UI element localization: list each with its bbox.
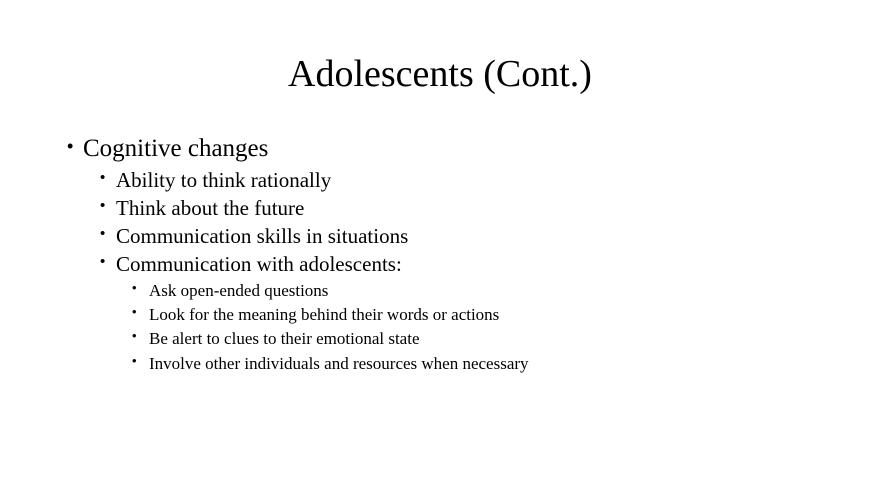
bullet-item-be-alert xyxy=(132,327,420,351)
bullet-item-cognitive-changes xyxy=(67,133,269,165)
bullet-icon: • xyxy=(67,136,74,156)
bullet-icon: • xyxy=(100,169,106,186)
bullet-item-think-rationally xyxy=(100,166,332,194)
bullet-icon: • xyxy=(100,197,106,214)
bullet-item-involve-others xyxy=(132,352,529,376)
bullet-text: Ability to think rationally xyxy=(116,168,332,192)
slide-title: Adolescents (Cont.) xyxy=(288,53,592,95)
bullet-text: Cognitive changes xyxy=(83,135,269,162)
bullet-text: Ask open-ended questions xyxy=(149,281,329,300)
bullet-icon: • xyxy=(132,304,137,319)
bullet-icon: • xyxy=(132,328,137,343)
bullet-text: Look for the meaning behind their words or actions xyxy=(149,305,500,324)
bullet-item-open-ended-questions xyxy=(132,279,329,303)
bullet-text: Communication with adolescents: xyxy=(116,252,402,276)
bullet-icon: • xyxy=(100,253,106,270)
bullet-text: Communication skills in situations xyxy=(116,224,409,248)
bullet-item-communication-adolescents xyxy=(100,250,402,278)
bullet-text: Be alert to clues to their emotional state xyxy=(149,329,420,348)
bullet-item-communication-skills xyxy=(100,222,409,250)
bullet-icon: • xyxy=(132,353,137,368)
bullet-text: Involve other individuals and resources when necessary xyxy=(149,354,529,373)
bullet-icon: • xyxy=(100,225,106,242)
bullet-item-look-for-meaning xyxy=(132,303,500,327)
bullet-icon: • xyxy=(132,280,137,295)
bullet-text: Think about the future xyxy=(116,196,305,220)
bullet-item-think-future xyxy=(100,194,305,222)
